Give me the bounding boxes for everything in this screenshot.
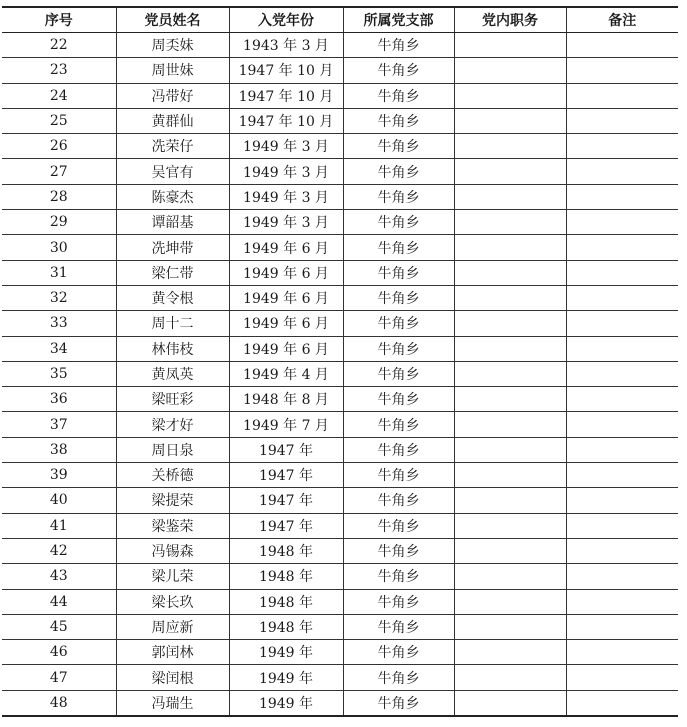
party-branch-cell: 牛角乡 [343,513,454,538]
party-branch-cell: 牛角乡 [343,260,454,285]
member-name-cell: 吴官有 [116,159,229,184]
serial-number-cell: 27 [2,159,116,184]
party-position-cell [454,83,566,108]
table-row [2,108,678,133]
join-year-cell: 1948 年 [229,614,343,639]
party-branch-cell: 牛角乡 [343,564,454,589]
join-year-cell: 1947 年 [229,463,343,488]
remarks-cell [566,235,678,260]
party-position-cell [454,614,566,639]
table-row [2,640,678,665]
serial-number-cell: 24 [2,83,116,108]
serial-number-cell: 30 [2,235,116,260]
table-row [2,235,678,260]
party-position-cell [454,33,566,58]
member-name-cell: 黄凤英 [116,361,229,386]
table-row [2,665,678,690]
party-position-cell [454,361,566,386]
remarks-cell [566,463,678,488]
party-position-cell [454,108,566,133]
join-year-cell: 1949 年 7 月 [229,412,343,437]
join-year-cell: 1948 年 8 月 [229,387,343,412]
member-name-cell: 黄令根 [116,285,229,310]
remarks-cell [566,614,678,639]
table-row [2,58,678,83]
party-branch-cell: 牛角乡 [343,361,454,386]
party-branch-cell: 牛角乡 [343,589,454,614]
member-name-cell: 周世妹 [116,58,229,83]
table-row [2,285,678,310]
party-position-cell [454,210,566,235]
table-row [2,437,678,462]
party-branch-cell: 牛角乡 [343,488,454,513]
remarks-cell [566,134,678,159]
table-row [2,690,678,716]
party-position-cell [454,184,566,209]
party-branch-cell: 牛角乡 [343,184,454,209]
remarks-cell [566,285,678,310]
table-row [2,538,678,563]
member-name-cell: 谭韶基 [116,210,229,235]
serial-number-cell: 46 [2,640,116,665]
join-year-cell: 1947 年 [229,513,343,538]
member-name-cell: 郭闰林 [116,640,229,665]
party-branch-cell: 牛角乡 [343,311,454,336]
serial-number-cell: 22 [2,33,116,58]
remarks-cell [566,564,678,589]
table-row [2,336,678,361]
party-position-cell [454,336,566,361]
join-year-cell: 1949 年 6 月 [229,260,343,285]
join-year-cell: 1949 年 6 月 [229,336,343,361]
table-row [2,210,678,235]
remarks-cell [566,184,678,209]
remarks-cell [566,58,678,83]
remarks-cell [566,33,678,58]
table-row [2,159,678,184]
serial-number-cell: 28 [2,184,116,209]
party-position-cell [454,564,566,589]
serial-number-cell: 32 [2,285,116,310]
remarks-cell [566,538,678,563]
header-party-branch: 所属党支部 [343,7,454,33]
party-branch-cell: 牛角乡 [343,640,454,665]
party-position-cell [454,488,566,513]
header-serial-number: 序号 [2,7,116,33]
join-year-cell: 1947 年 [229,488,343,513]
party-branch-cell: 牛角乡 [343,538,454,563]
party-branch-cell: 牛角乡 [343,235,454,260]
table-row [2,513,678,538]
header-member-name: 党员姓名 [116,7,229,33]
table-row [2,614,678,639]
table-row [2,361,678,386]
serial-number-cell: 35 [2,361,116,386]
remarks-cell [566,488,678,513]
party-branch-cell: 牛角乡 [343,108,454,133]
join-year-cell: 1947 年 10 月 [229,83,343,108]
party-branch-cell: 牛角乡 [343,83,454,108]
remarks-cell [566,311,678,336]
party-position-cell [454,538,566,563]
remarks-cell [566,437,678,462]
remarks-cell [566,640,678,665]
party-branch-cell: 牛角乡 [343,336,454,361]
table-row [2,184,678,209]
serial-number-cell: 26 [2,134,116,159]
table-row [2,83,678,108]
join-year-cell: 1949 年 [229,665,343,690]
join-year-cell: 1949 年 3 月 [229,210,343,235]
serial-number-cell: 45 [2,614,116,639]
member-name-cell: 冯带好 [116,83,229,108]
member-name-cell: 陈豪杰 [116,184,229,209]
remarks-cell [566,665,678,690]
remarks-cell [566,336,678,361]
party-branch-cell: 牛角乡 [343,285,454,310]
remarks-cell [566,690,678,716]
table-row [2,311,678,336]
remarks-cell [566,210,678,235]
party-position-cell [454,640,566,665]
party-branch-cell: 牛角乡 [343,134,454,159]
party-position-cell [454,513,566,538]
remarks-cell [566,108,678,133]
party-branch-cell: 牛角乡 [343,159,454,184]
member-name-cell: 周应新 [116,614,229,639]
party-position-cell [454,463,566,488]
party-member-table [2,6,678,717]
party-position-cell [454,58,566,83]
member-name-cell: 梁才好 [116,412,229,437]
header-join-year: 入党年份 [229,7,343,33]
party-position-cell [454,665,566,690]
join-year-cell: 1949 年 4 月 [229,361,343,386]
party-position-cell [454,690,566,716]
serial-number-cell: 23 [2,58,116,83]
table-row [2,564,678,589]
serial-number-cell: 37 [2,412,116,437]
join-year-cell: 1949 年 3 月 [229,159,343,184]
remarks-cell [566,159,678,184]
party-branch-cell: 牛角乡 [343,665,454,690]
member-name-cell: 周奀妹 [116,33,229,58]
remarks-cell [566,387,678,412]
serial-number-cell: 36 [2,387,116,412]
member-name-cell: 冯锡森 [116,538,229,563]
serial-number-cell: 34 [2,336,116,361]
member-name-cell: 冯瑞生 [116,690,229,716]
party-branch-cell: 牛角乡 [343,437,454,462]
table-row [2,412,678,437]
member-name-cell: 梁鉴荣 [116,513,229,538]
remarks-cell [566,513,678,538]
join-year-cell: 1949 年 6 月 [229,285,343,310]
join-year-cell: 1949 年 6 月 [229,311,343,336]
table-row [2,488,678,513]
remarks-cell [566,589,678,614]
party-branch-cell: 牛角乡 [343,210,454,235]
member-name-cell: 林伟枝 [116,336,229,361]
remarks-cell [566,83,678,108]
table-row [2,33,678,58]
member-name-cell: 梁闰根 [116,665,229,690]
header-party-position: 党内职务 [454,7,566,33]
table-row [2,260,678,285]
party-branch-cell: 牛角乡 [343,463,454,488]
member-name-cell: 关桥德 [116,463,229,488]
party-branch-cell: 牛角乡 [343,614,454,639]
member-name-cell: 冼荣仔 [116,134,229,159]
party-position-cell [454,235,566,260]
serial-number-cell: 33 [2,311,116,336]
header-remarks: 备注 [566,7,678,33]
party-branch-cell: 牛角乡 [343,58,454,83]
member-name-cell: 梁儿荣 [116,564,229,589]
join-year-cell: 1949 年 6 月 [229,235,343,260]
remarks-cell [566,412,678,437]
join-year-cell: 1949 年 [229,640,343,665]
join-year-cell: 1949 年 3 月 [229,184,343,209]
serial-number-cell: 48 [2,690,116,716]
serial-number-cell: 38 [2,437,116,462]
party-branch-cell: 牛角乡 [343,387,454,412]
remarks-cell [566,361,678,386]
table-row [2,387,678,412]
serial-number-cell: 39 [2,463,116,488]
party-position-cell [454,437,566,462]
serial-number-cell: 43 [2,564,116,589]
member-name-cell: 梁仁带 [116,260,229,285]
member-name-cell: 周日泉 [116,437,229,462]
join-year-cell: 1948 年 [229,538,343,563]
remarks-cell [566,260,678,285]
member-name-cell: 周十二 [116,311,229,336]
join-year-cell: 1943 年 3 月 [229,33,343,58]
member-name-cell: 冼坤带 [116,235,229,260]
serial-number-cell: 29 [2,210,116,235]
join-year-cell: 1947 年 10 月 [229,108,343,133]
serial-number-cell: 41 [2,513,116,538]
serial-number-cell: 44 [2,589,116,614]
join-year-cell: 1948 年 [229,564,343,589]
member-name-cell: 梁长玖 [116,589,229,614]
party-position-cell [454,412,566,437]
join-year-cell: 1947 年 10 月 [229,58,343,83]
party-branch-cell: 牛角乡 [343,690,454,716]
join-year-cell: 1947 年 [229,437,343,462]
table-body [2,33,678,717]
serial-number-cell: 31 [2,260,116,285]
party-position-cell [454,589,566,614]
party-position-cell [454,134,566,159]
table-row [2,463,678,488]
party-position-cell [454,260,566,285]
party-position-cell [454,159,566,184]
join-year-cell: 1949 年 3 月 [229,134,343,159]
member-name-cell: 梁提荣 [116,488,229,513]
party-branch-cell: 牛角乡 [343,412,454,437]
member-name-cell: 梁旺彩 [116,387,229,412]
table-header [2,7,678,33]
member-name-cell: 黄群仙 [116,108,229,133]
table-row [2,589,678,614]
table-row [2,134,678,159]
serial-number-cell: 47 [2,665,116,690]
join-year-cell: 1949 年 [229,690,343,716]
party-position-cell [454,387,566,412]
serial-number-cell: 42 [2,538,116,563]
party-position-cell [454,285,566,310]
join-year-cell: 1948 年 [229,589,343,614]
party-position-cell [454,311,566,336]
header-row [2,7,678,33]
serial-number-cell: 25 [2,108,116,133]
serial-number-cell: 40 [2,488,116,513]
party-branch-cell: 牛角乡 [343,33,454,58]
